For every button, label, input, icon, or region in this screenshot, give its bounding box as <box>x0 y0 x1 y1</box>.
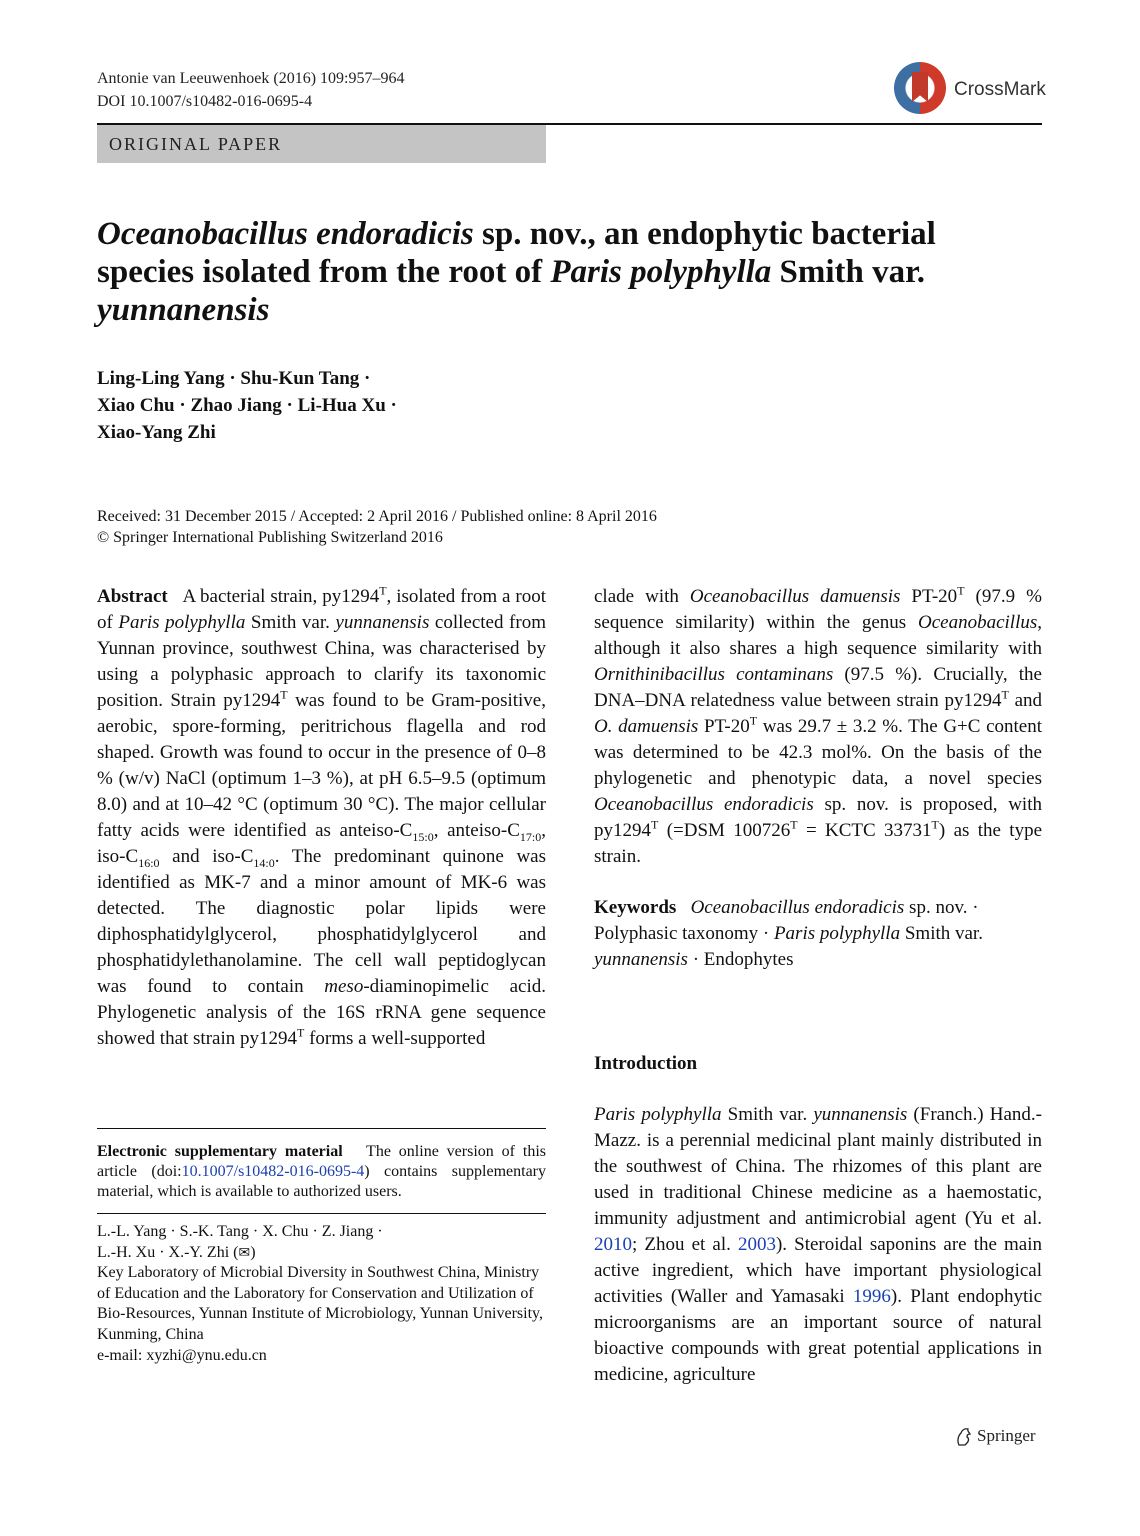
intro-italic: yunnanensis <box>813 1104 908 1125</box>
keyword-text: Smith var. <box>900 923 983 944</box>
abstract-left <box>97 584 546 1052</box>
affiliation-address: Key Laboratory of Microbial Diversity in Southwest China, Ministry of Education and the Laboratory for Conservation and Utilization of Bio-Resources, Yunnan Institute of Microbiology, Yunnan University, Kunming, China <box>97 1264 544 1343</box>
abstract-text: PT-20 <box>698 716 750 737</box>
superscript: T <box>379 583 387 598</box>
journal-citation: Antonie van Leeuwenhoek (2016) 109:957–964 <box>97 70 405 87</box>
superscript: T <box>790 817 798 832</box>
keyword-italic: Paris polyphylla <box>773 923 901 944</box>
intro-text: ). Steroidal saponins are the main active ingredient, which have important physiological activities (Waller and Yamasaki <box>594 1234 1043 1307</box>
publication-dates <box>97 506 997 548</box>
title-variety: yunnanensis <box>97 292 270 328</box>
abstract-italic: yunnanensis <box>335 612 430 633</box>
affiliation-names <box>97 1243 546 1264</box>
abstract-label: Abstract <box>97 586 168 607</box>
superscript: T <box>651 817 659 832</box>
intro-text: (Franch.) Hand.-Mazz. is a perennial medicinal plant mainly distributed in the southwest of China. The rhizomes of this plant are used in traditional Chinese medicine as a haemostatic, immunity adjustment and antimicrobial agent (Yu et al. <box>594 1104 1042 1229</box>
subscript: 15:0 <box>412 829 434 844</box>
abstract-text: and <box>1008 690 1043 711</box>
abstract-text: ) as the type strain. <box>594 820 1043 867</box>
article-title <box>97 215 977 329</box>
superscript: T <box>1001 687 1009 702</box>
citation-link[interactable]: 2003 <box>737 1234 776 1255</box>
abstract-text: = KCTC 33731 <box>797 820 932 841</box>
abstract-text: forms a well-supported <box>304 1028 486 1049</box>
subscript: 17:0 <box>519 829 542 844</box>
abstract-text: (97.5 %). Crucially, the DNA–DNA relatedness value between strain py1294 <box>594 664 1042 711</box>
affiliation-names-text: L.-H. Xu · X.-Y. Zhi ( <box>97 1243 239 1261</box>
footnote-rule <box>97 1128 546 1129</box>
abstract-text: and iso-C <box>159 846 254 867</box>
affiliation-rule <box>97 1213 546 1214</box>
crossmark-badge[interactable] <box>894 62 1044 116</box>
affiliation-names-text: ) <box>250 1243 256 1261</box>
abstract-italic: Paris polyphylla <box>118 612 246 633</box>
abstract-text: clade with <box>594 586 690 607</box>
superscript: T <box>957 583 965 598</box>
citation-link[interactable]: 2010 <box>594 1234 632 1255</box>
abstract-italic: Oceanobacillus endoradicis <box>594 794 814 815</box>
doi: DOI 10.1007/s10482-016-0695-4 <box>97 93 313 110</box>
abstract-text: A bacterial strain, py1294 <box>182 586 380 607</box>
abstract-text: , anteiso-C <box>433 820 520 841</box>
intro-italic: Paris polyphylla <box>594 1104 722 1125</box>
abstract-right <box>594 584 1042 870</box>
envelope-icon[interactable]: ✉ <box>238 1244 251 1261</box>
superscript: T <box>297 1025 305 1040</box>
abstract-italic: meso <box>324 976 364 997</box>
abstract-italic: O. damuensis <box>594 716 699 737</box>
keyword-text: · Endophytes <box>687 949 794 970</box>
abstract-text: . The predominant quinone was identified as MK-7 and a minor amount of MK-6 was detected. The diagnostic polar lipids were diphosphatidylglycerol, phosphatidylglycerol and phosphatidylethanolamine. The cell wall peptidoglycan was found to contain <box>97 846 546 997</box>
abstract-text: collected from Yunnan province, southwest China, was characterised by using a polyphasic approach to clarify its taxonomic position. Strain py1294 <box>97 612 546 711</box>
title-text: sp. nov., an endophytic bacterial species isolated from the root of <box>97 216 936 290</box>
title-text: Smith var. <box>771 254 926 290</box>
esm-label: Electronic supplementary material <box>97 1143 343 1160</box>
keywords-label: Keywords <box>594 897 677 918</box>
citation-link[interactable]: 1996 <box>852 1286 891 1307</box>
abstract-text: , although it also shares a high sequence similarity with <box>594 612 1042 659</box>
doi-link[interactable]: 10.1007/s10482-016-0695-4 <box>181 1163 365 1180</box>
title-species: Oceanobacillus endoradicis <box>97 216 474 252</box>
dates-line: Received: 31 December 2015 / Accepted: 2 April 2016 / Published online: 8 April 2016 <box>97 508 657 525</box>
abstract-text: was 29.7 ± 3.2 %. The G+C content was determined to be 42.3 mol%. On the basis of the phylogenetic and phenotypic data, a novel species <box>594 716 1042 789</box>
abstract-text: Smith var. <box>245 612 336 633</box>
publisher-logo <box>955 1424 1055 1448</box>
keyword-italic: yunnanensis <box>594 949 688 970</box>
abstract-text: (=DSM 100726 <box>658 820 791 841</box>
section-heading-introduction: Introduction <box>594 1053 698 1074</box>
affiliation-email[interactable]: e-mail: xyzhi@ynu.edu.cn <box>97 1346 267 1364</box>
esm-text: The online version of this article (doi: <box>97 1143 551 1180</box>
subscript: 14:0 <box>253 855 275 870</box>
esm-text: ) contains supplementary material, which is available to authorized users. <box>97 1163 546 1200</box>
supplementary-note <box>97 1142 551 1202</box>
abstract-text: -diaminopimelic acid. Phylogenetic analysis of the 16S rRNA gene sequence showed that strain py1294 <box>97 976 546 1049</box>
abstract-text: , isolated from a root of <box>97 586 547 633</box>
publisher-name: Springer <box>977 1426 1036 1445</box>
abstract-text: (97.9 % sequence similarity) within the genus <box>594 586 1042 633</box>
superscript: T <box>280 687 288 702</box>
abstract-text: PT-20 <box>900 586 958 607</box>
copyright-line: © Springer International Publishing Switzerland 2016 <box>97 529 443 546</box>
subscript: 16:0 <box>138 855 160 870</box>
abstract-text: was found to be Gram-positive, aerobic, spore-forming, peritrichous flagella and rod shaped. Growth was found to occur in the presence of 0–8 % (w/v) NaCl (optimum 1–3 %), at pH 6.5–9.5 (optimum 8.0) and at 10–42 °C (optimum 30 °C). The major cellular fatty acids were identified as anteiso-C <box>97 690 546 841</box>
abstract-italic: Oceanobacillus <box>917 612 1038 633</box>
article-type-banner: ORIGINAL PAPER <box>97 125 546 163</box>
author-line: Ling-Ling Yang · Shu-Kun Tang · <box>97 368 371 389</box>
intro-text: ; Zhou et al. <box>632 1234 738 1255</box>
abstract-italic: Ornithinibacillus contaminans <box>594 664 834 685</box>
superscript: T <box>749 713 758 728</box>
author-line: Xiao Chu · Zhao Jiang · Li-Hua Xu · <box>97 395 397 416</box>
abstract-text: , iso-C <box>97 820 546 867</box>
abstract-italic: Oceanobacillus damuensis <box>689 586 901 607</box>
intro-text: Smith var. <box>721 1104 814 1125</box>
title-plant: Paris polyphylla <box>550 254 772 290</box>
keyword-italic: Oceanobacillus endoradicis <box>690 897 905 918</box>
crossmark-label: CrossMark <box>954 79 1046 100</box>
author-list <box>97 365 497 446</box>
affiliation-names: L.-L. Yang · S.-K. Tang · X. Chu · Z. Jiang · <box>97 1223 383 1240</box>
abstract-text: sp. nov. is proposed, with py1294 <box>594 794 1042 841</box>
introduction-text <box>594 1102 1042 1388</box>
author-line: Xiao-Yang Zhi <box>97 422 216 443</box>
intro-text: ). Plant endophytic microorganisms are an important source of natural bioactive compounds with great potential applications in medicine, agriculture <box>594 1286 1042 1385</box>
keyword-text: sp. nov. · Polyphasic taxonomy · <box>594 897 979 944</box>
superscript: T <box>931 817 939 832</box>
springer-horse-icon <box>955 1427 973 1447</box>
affiliation-block <box>97 1222 546 1366</box>
keywords <box>594 895 1042 973</box>
